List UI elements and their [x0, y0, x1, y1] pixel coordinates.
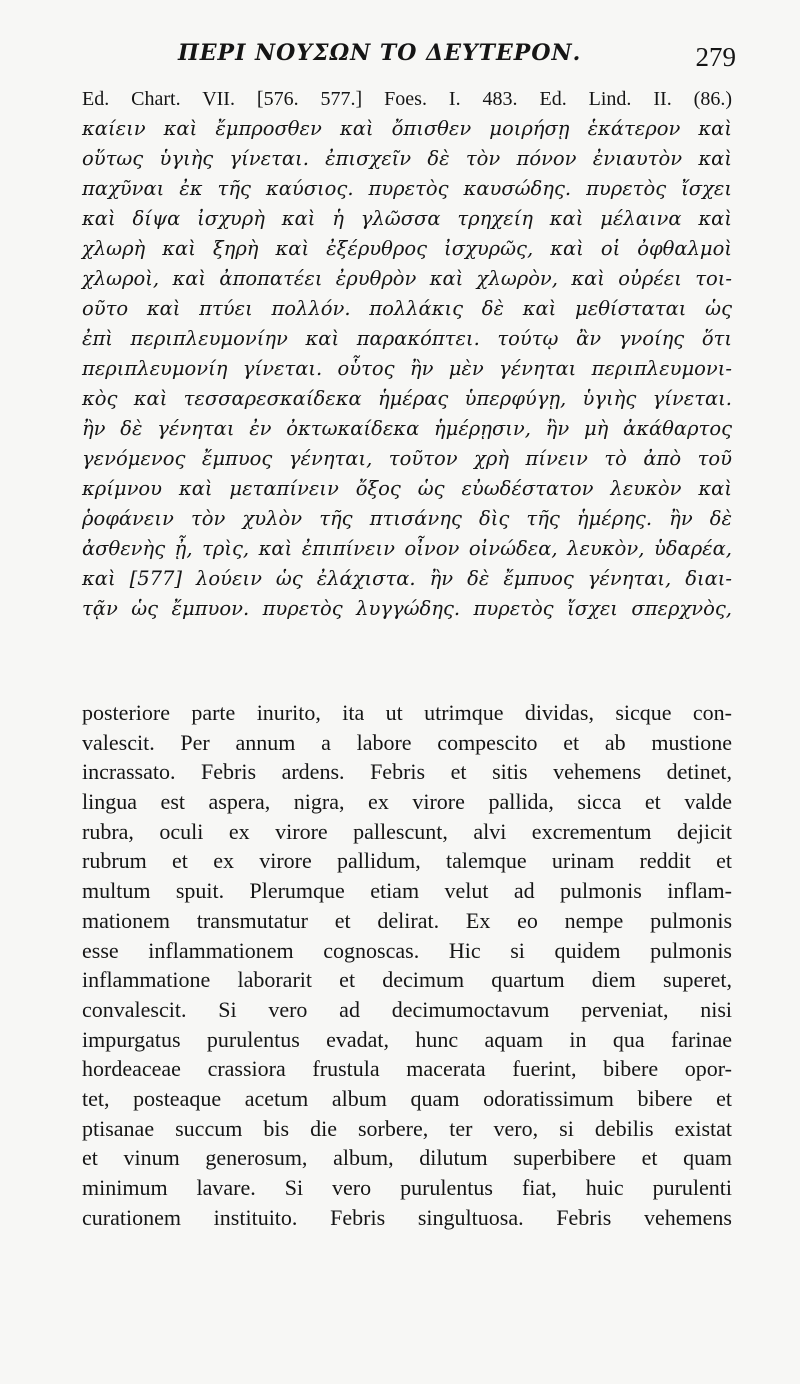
latin-line: valescit. Per annum a labore compescito et ab mustione — [82, 729, 732, 755]
greek-line: περιπλευμονίη γίνεται. οὗτος ἢν μὲν γένηται περιπλευμονι- — [82, 357, 732, 380]
latin-line: hordeaceae crassiora frustula macerata fuerint, bibere opor- — [82, 1056, 732, 1082]
latin-line: impurgatus purulentus evadat, hunc aquam in qua farinae — [82, 1026, 732, 1052]
latin-line: rubrum et ex virore pallidum, talemque urinam reddit et — [82, 848, 732, 874]
greek-line: ῥοφάνειν τὸν χυλὸν τῆς πτισάνης δὶς τῆς ἡμέρης. ἢν δὲ — [82, 507, 732, 530]
greek-line: κὸς καὶ τεσσαρεσκαίδεκα ἡμέρας ὑπερφύγῃ, ὑγιὴς γίνεται. — [82, 387, 732, 410]
greek-line: τᾷν ὡς ἔμπυον. πυρετὸς λυγγώδης. πυρετὸς ἴσχει σπερχνὸς, — [82, 597, 732, 620]
greek-line: κρίμνου καὶ μεταπίνειν ὄξος ὡς εὐωδέστατον λευκὸν καὶ — [82, 477, 732, 500]
greek-line: ἢν δὲ γένηται ἐν ὀκτωκαίδεκα ἡμέρῃσιν, ἢν μὴ ἀκάθαρτος — [82, 417, 732, 440]
greek-line: χλωροὶ, καὶ ἀποπατέει ἐρυθρὸν καὶ χλωρὸν, καὶ οὐρέει τοι- — [82, 267, 732, 290]
latin-line: lingua est aspera, nigra, ex virore pallida, sicca et valde — [82, 789, 732, 815]
latin-line: esse inflammationem cognoscas. Hic si quidem pulmonis — [82, 937, 732, 963]
latin-line: rubra, oculi ex virore pallescunt, alvi excrementum dejicit — [82, 818, 732, 844]
latin-line: tet, posteaque acetum album quam odoratissimum bibere et — [82, 1085, 732, 1111]
greek-text-block — [82, 84, 732, 624]
greek-line: οὕτως ὑγιὴς γίνεται. ἐπισχεῖν δὲ τὸν πόνον ἐνιαυτὸν καὶ — [82, 147, 732, 170]
greek-line: καίειν καὶ ἔμπροσθεν καὶ ὄπισθεν μοιρήσῃ ἑκάτερον καὶ — [82, 117, 732, 140]
latin-line: minimum lavare. Si vero purulentus fiat, huic purulenti — [82, 1175, 732, 1200]
greek-line: ἐπὶ περιπλευμονίην καὶ παρακόπτει. τούτῳ ἂν γνοίης ὅτι — [82, 327, 732, 350]
greek-line: οῦτο καὶ πτύει πολλόν. πολλάκις δὲ καὶ μεθίσταται ὡς — [82, 297, 732, 320]
latin-line: inflammatione laborarit et decimum quartum diem superet, — [82, 967, 732, 993]
latin-line: et vinum generosum, album, dilutum superbibere et quam — [82, 1145, 732, 1171]
greek-line: καὶ [577] λούειν ὡς ἐλάχιστα. ἢν δὲ ἔμπυος γένηται, διαι- — [82, 567, 732, 590]
greek-line: ἀσθενὴς ᾖ, τρὶς, καὶ ἐπιπίνειν οἶνον οἰνώδεα, λευκὸν, ὑδαρέα, — [82, 537, 732, 560]
latin-text-block — [82, 698, 732, 1232]
latin-line: convalescit. Si vero ad decimumoctavum perveniat, nisi — [82, 996, 732, 1022]
page-header — [86, 38, 736, 86]
greek-line: γενόμενος ἔμπυος γένηται, τοῦτον χρὴ πίνειν τὸ ἀπὸ τοῦ — [82, 447, 732, 470]
greek-line: χλωρὴ καὶ ξηρὴ καὶ ἐξέρυθρος ἰσχυρῶς, καὶ οἱ ὀφθαλμοὶ — [82, 237, 732, 260]
latin-line: curationem instituito. Febris singultuosa. Febris vehemens — [82, 1204, 732, 1230]
greek-line: παχῦναι ἐκ τῆς καύσιος. πυρετὸς καυσώδης. πυρετὸς ἴσχει — [82, 177, 732, 200]
latin-line: incrassato. Febris ardens. Febris et sitis vehemens detinet, — [82, 759, 732, 785]
edition-reference: Ed. Chart. VII. [576. 577.] Foes. I. 483. Ed. Lind. II. (86.) — [82, 88, 732, 110]
latin-line: ptisanae succum bis die sorbere, ter vero, si debilis existat — [82, 1115, 732, 1141]
greek-line: καὶ δίψα ἰσχυρὴ καὶ ἡ γλῶσσα τρηχείη καὶ μέλαινα καὶ — [82, 207, 732, 230]
latin-line: posteriore parte inurito, ita ut utrimque dividas, sicque con- — [82, 700, 732, 725]
latin-line: multum spuit. Plerumque etiam velut ad pulmonis inflam- — [82, 878, 732, 904]
page-number: 279 — [695, 42, 736, 72]
latin-line: mationem transmutatur et delirat. Ex eo nempe pulmonis — [82, 907, 732, 933]
running-title: ΠΕΡΙ ΝΟΥΣΩΝ ΤΟ ΔΕΥΤΕΡΟΝ. — [178, 40, 582, 66]
